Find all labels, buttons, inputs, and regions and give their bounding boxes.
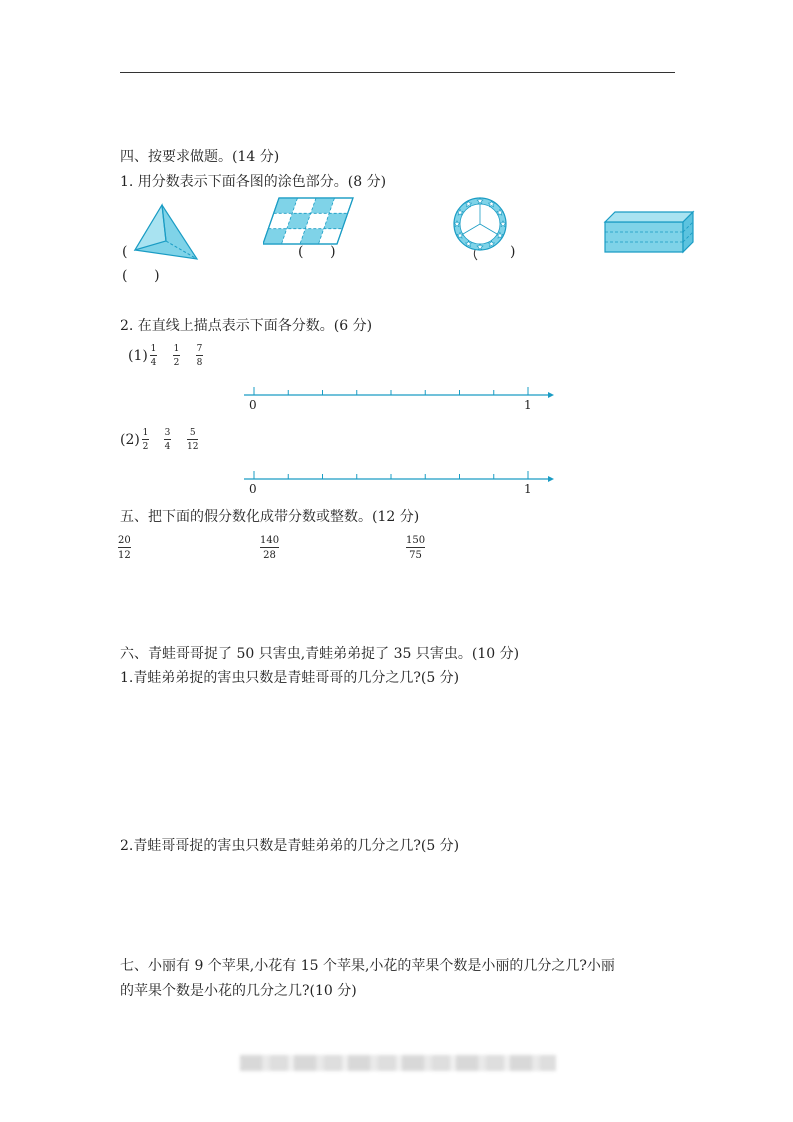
line1-zero-label: 0 — [249, 398, 257, 412]
cuboid-figure — [603, 210, 695, 254]
header-rule — [120, 72, 675, 73]
answer-paren-left: ( — [122, 244, 128, 260]
part1-frac-1: 1 4 — [150, 344, 157, 368]
improper-frac-1: 20 12 — [118, 535, 131, 561]
number-line-1 — [244, 384, 554, 398]
part1-frac-2: 1 2 — [173, 344, 180, 368]
blurred-footer-watermark — [240, 1055, 556, 1071]
pyramid-figure — [132, 203, 200, 261]
section6-title: 六、青蛙哥哥捉了 50 只害虫,青蛙弟弟捉了 35 只害虫。(10 分) — [120, 646, 520, 662]
part2-label: (2) — [120, 432, 140, 448]
part1-label: (1) — [128, 348, 148, 364]
section7-line2: 的苹果个数是小花的几分之几?(10 分) — [120, 983, 357, 999]
answer-blank-1: ( ) — [122, 268, 160, 284]
number-line-2 — [244, 468, 554, 482]
answer-blank-2: ( ) — [298, 244, 336, 260]
section7-line1: 七、小丽有 9 个苹果,小花有 15 个苹果,小花的苹果个数是小丽的几分之几?小丽 — [120, 958, 615, 974]
section4-title: 四、按要求做题。(14 分) — [120, 149, 280, 165]
section4-q1: 1. 用分数表示下面各图的涂色部分。(8 分) — [120, 174, 387, 190]
part1-frac-3: 7 8 — [196, 344, 203, 368]
improper-frac-3: 150 75 — [406, 535, 426, 561]
line2-one-label: 1 — [524, 482, 532, 496]
part2-frac-3: 5 12 — [187, 428, 199, 452]
part2-frac-2: 3 4 — [164, 428, 171, 452]
improper-frac-2: 140 28 — [260, 535, 280, 561]
part2-frac-1: 1 2 — [142, 428, 149, 452]
line1-one-label: 1 — [524, 398, 532, 412]
line2-zero-label: 0 — [249, 482, 257, 496]
answer-paren-right: ) — [510, 244, 516, 260]
star-circle-figure — [447, 196, 516, 262]
section4-q2: 2. 在直线上描点表示下面各分数。(6 分) — [120, 318, 373, 334]
section6-q2: 2.青蛙哥哥捉的害虫只数是青蛙弟弟的几分之几?(5 分) — [120, 838, 460, 854]
section5-title: 五、把下面的假分数化成带分数或整数。(12 分) — [120, 509, 420, 525]
section6-q1: 1.青蛙弟弟捉的害虫只数是青蛙哥哥的几分之几?(5 分) — [120, 670, 460, 686]
parallelogram-grid-figure — [263, 196, 355, 246]
